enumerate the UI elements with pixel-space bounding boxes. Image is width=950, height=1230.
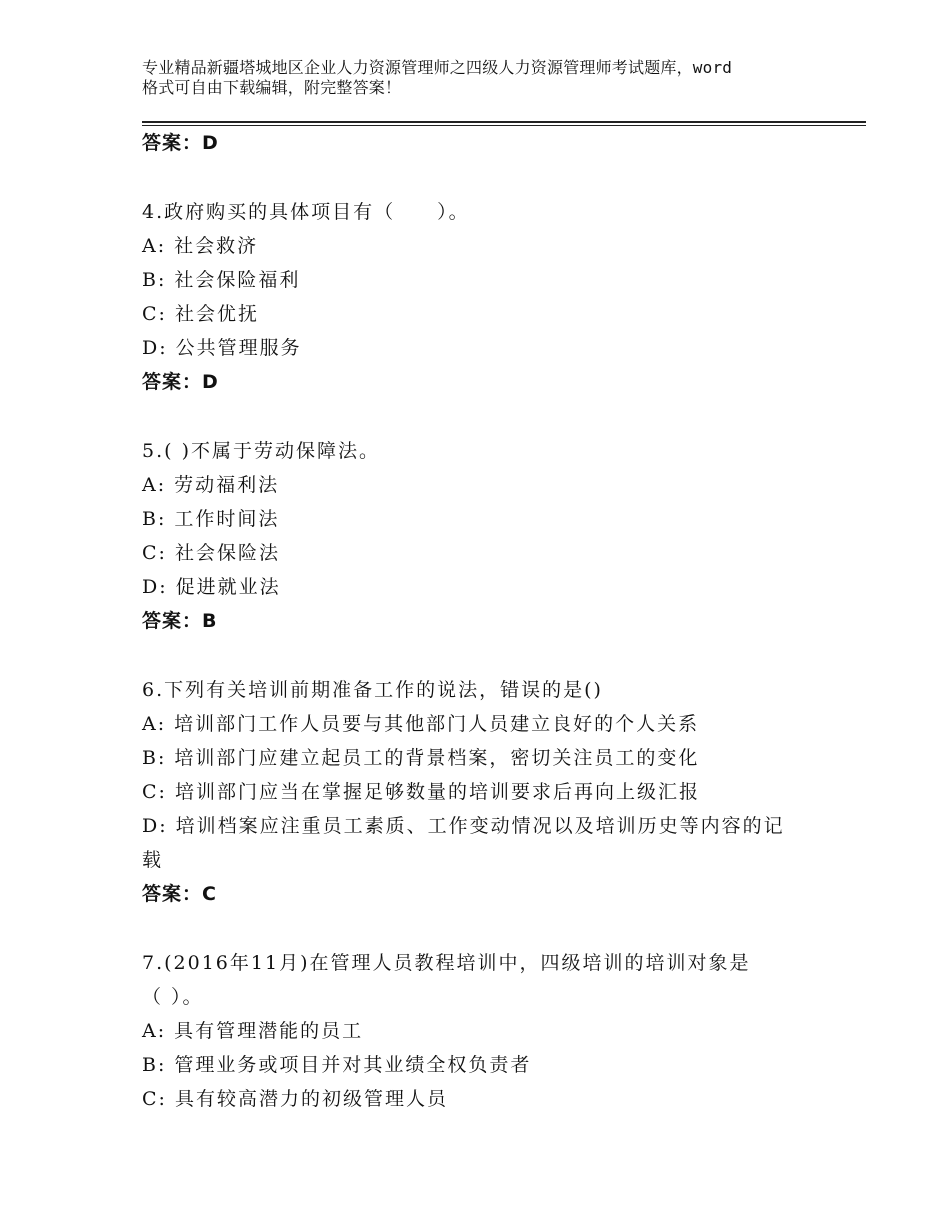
question-4-option-b: B: 社会保险福利: [142, 269, 301, 291]
header-divider-thin: [142, 125, 866, 126]
question-7-option-c: C: 具有较高潜力的初级管理人员: [142, 1088, 448, 1110]
document-header: [142, 58, 832, 98]
header-line-2: 格式可自由下载编辑，附完整答案！: [142, 78, 402, 97]
question-6-stem: 6.下列有关培训前期准备工作的说法，错误的是(): [142, 679, 603, 701]
question-4-option-c: C: 社会优抚: [142, 303, 259, 325]
question-5-option-c: C: 社会保险法: [142, 542, 280, 564]
question-7-stem-continued: （ ）。: [142, 986, 204, 1008]
question-7-stem: 7.(2016年11月)在管理人员教程培训中，四级培训的培训对象是: [142, 952, 751, 974]
question-7-option-a: A: 具有管理潜能的员工: [142, 1020, 364, 1042]
answer-q6: 答案：C: [142, 883, 217, 905]
question-5-option-d: D: 促进就业法: [142, 576, 281, 598]
question-7-option-b: B: 管理业务或项目并对其业绩全权负责者: [142, 1054, 532, 1076]
question-4-option-a: A: 社会救济: [142, 235, 259, 257]
header-line-1: 专业精品新疆塔城地区企业人力资源管理师之四级人力资源管理师考试题库，word: [142, 58, 733, 77]
question-4-option-d: D: 公共管理服务: [142, 337, 302, 359]
question-5-option-a: A: 劳动福利法: [142, 474, 280, 496]
question-6-option-d: D: 培训档案应注重员工素质、工作变动情况以及培训历史等内容的记: [142, 815, 785, 837]
question-4-stem: 4.政府购买的具体项目有（ ）。: [142, 201, 470, 223]
question-5-option-b: B: 工作时间法: [142, 508, 280, 530]
answer-q5: 答案：B: [142, 610, 218, 632]
question-6-option-b: B: 培训部门应建立起员工的背景档案，密切关注员工的变化: [142, 747, 700, 769]
answer-q4: 答案：D: [142, 371, 219, 393]
question-6-option-a: A: 培训部门工作人员要与其他部门人员建立良好的个人关系: [142, 713, 700, 735]
question-5-stem: 5.( )不属于劳动保障法。: [142, 440, 380, 462]
answer-q3: 答案：D: [142, 132, 219, 154]
question-6-option-c: C: 培训部门应当在掌握足够数量的培训要求后再向上级汇报: [142, 781, 700, 803]
question-6-option-d-continued: 载: [142, 849, 164, 871]
header-divider-thick: [142, 121, 866, 123]
